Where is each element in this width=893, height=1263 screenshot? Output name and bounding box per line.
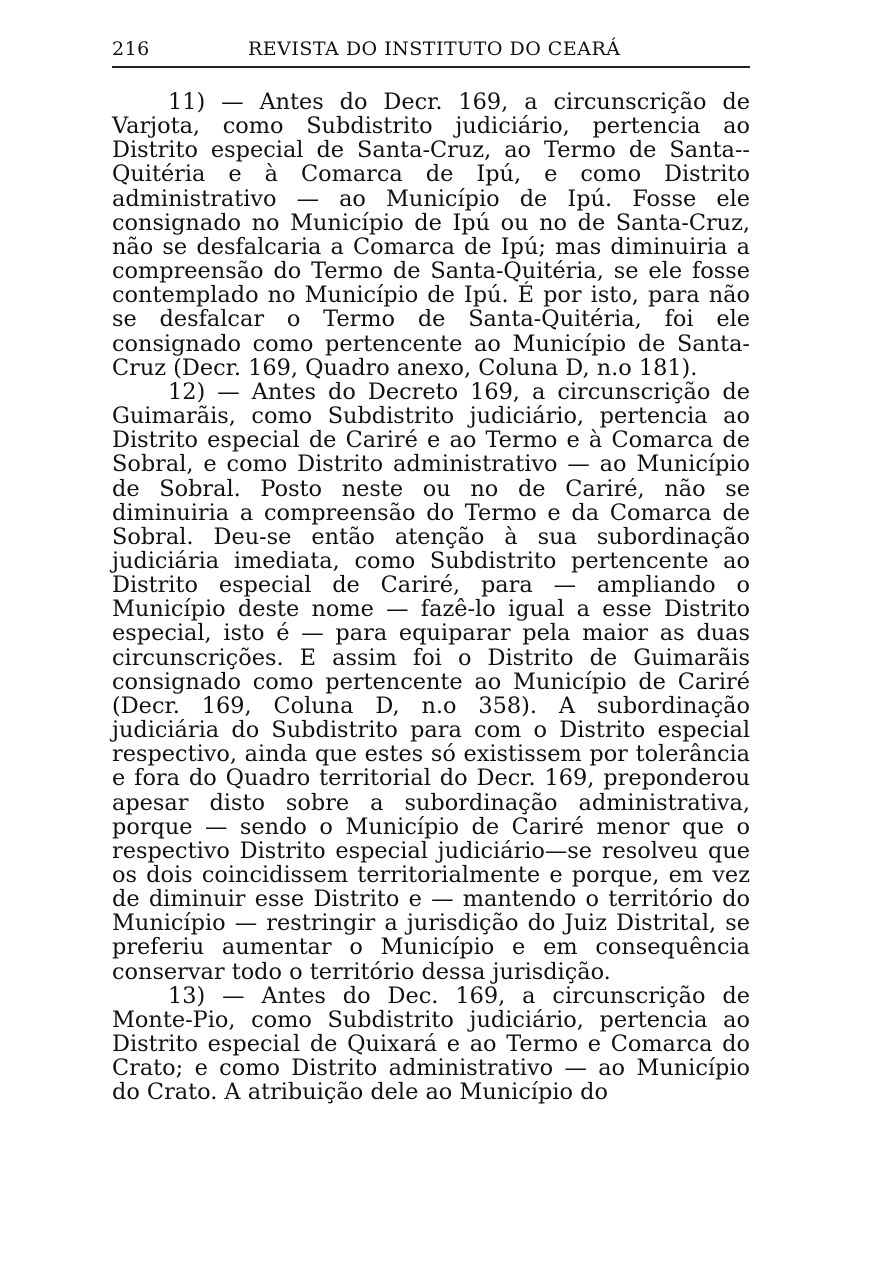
paragraph-11: 11) — Antes do Decr. 169, a circunscrição de Varjota, como Subdistrito judiciário, pertencia ao Distrito especial de Santa-Cruz, ao Termo de Santa--Quitéria e à Comarca de Ipú, e como Distrito administrativo — ao Município de Ipú. Fosse ele consignado no Município de Ipú ou no de Santa-Cruz, não se desfalcaria a Comarca de Ipú; mas diminuiria a compreensão do Termo de Santa-Quitéria, se ele fosse contemplado no Município de Ipú. É por isto, para não se desfalcar o Termo de Santa-Quitéria, foi ele consignado como pertencente ao Município de Santa-Cruz (Decr. 169, Quadro anexo, Coluna D, n.o 181).	[112, 89, 750, 381]
paragraph-12: 12) — Antes do Decreto 169, a circunscrição de Guimarãis, como Subdistrito judiciário, pertencia ao Distrito especial de Cariré e ao Termo e à Comarca de Sobral, e como Distrito administrativo — ao Município de Sobral. Posto neste ou no de Cariré, não se diminuiria a compreensão do Termo e da Comarca de Sobral. Deu-se então atenção à sua subordinação judiciária imediata, como Subdistrito pertencente ao Distrito especial de Cariré, para — ampliando o Município deste nome — fazê-lo igual a esse Distrito especial, isto é — para equiparar pela maior as duas circunscrições. E assim foi o Distrito de Guimarãis consignado como pertencente ao Município de Cariré (Decr. 169, Coluna D, n.o 358). A subordinação judiciária do Subdistrito para com o Distrito especial respectivo, ainda que estes só existissem por tolerância e fora do Quadro territorial do Decr. 169, preponderou apesar disto sobre a subordinação administrativa, porque — sendo o Município de Cariré menor que o respectivo Distrito especial judiciário—se resolveu que os dois coincidissem territorialmente e porque, em vez de diminuir esse Distrito e — mantendo o território do Município — restringir a jurisdição do Juiz Distrital, se preferiu aumentar o Município e em consequência conservar todo o território dessa jurisdição.	[112, 378, 750, 985]
paragraph-13: 13) — Antes do Dec. 169, a circunscrição de Monte-Pio, como Subdistrito judiciário, pertencia ao Distrito especial de Quixará e ao Termo e Comarca do Crato; e como Distrito administrativo — ao Município do Crato. A atribuição dele ao Município do	[112, 982, 750, 1106]
body-text	[112, 90, 750, 1105]
running-title: REVISTA DO INSTITUTO DO CEARÁ	[248, 38, 621, 60]
page-number: 216	[112, 38, 150, 60]
running-header	[112, 36, 750, 68]
